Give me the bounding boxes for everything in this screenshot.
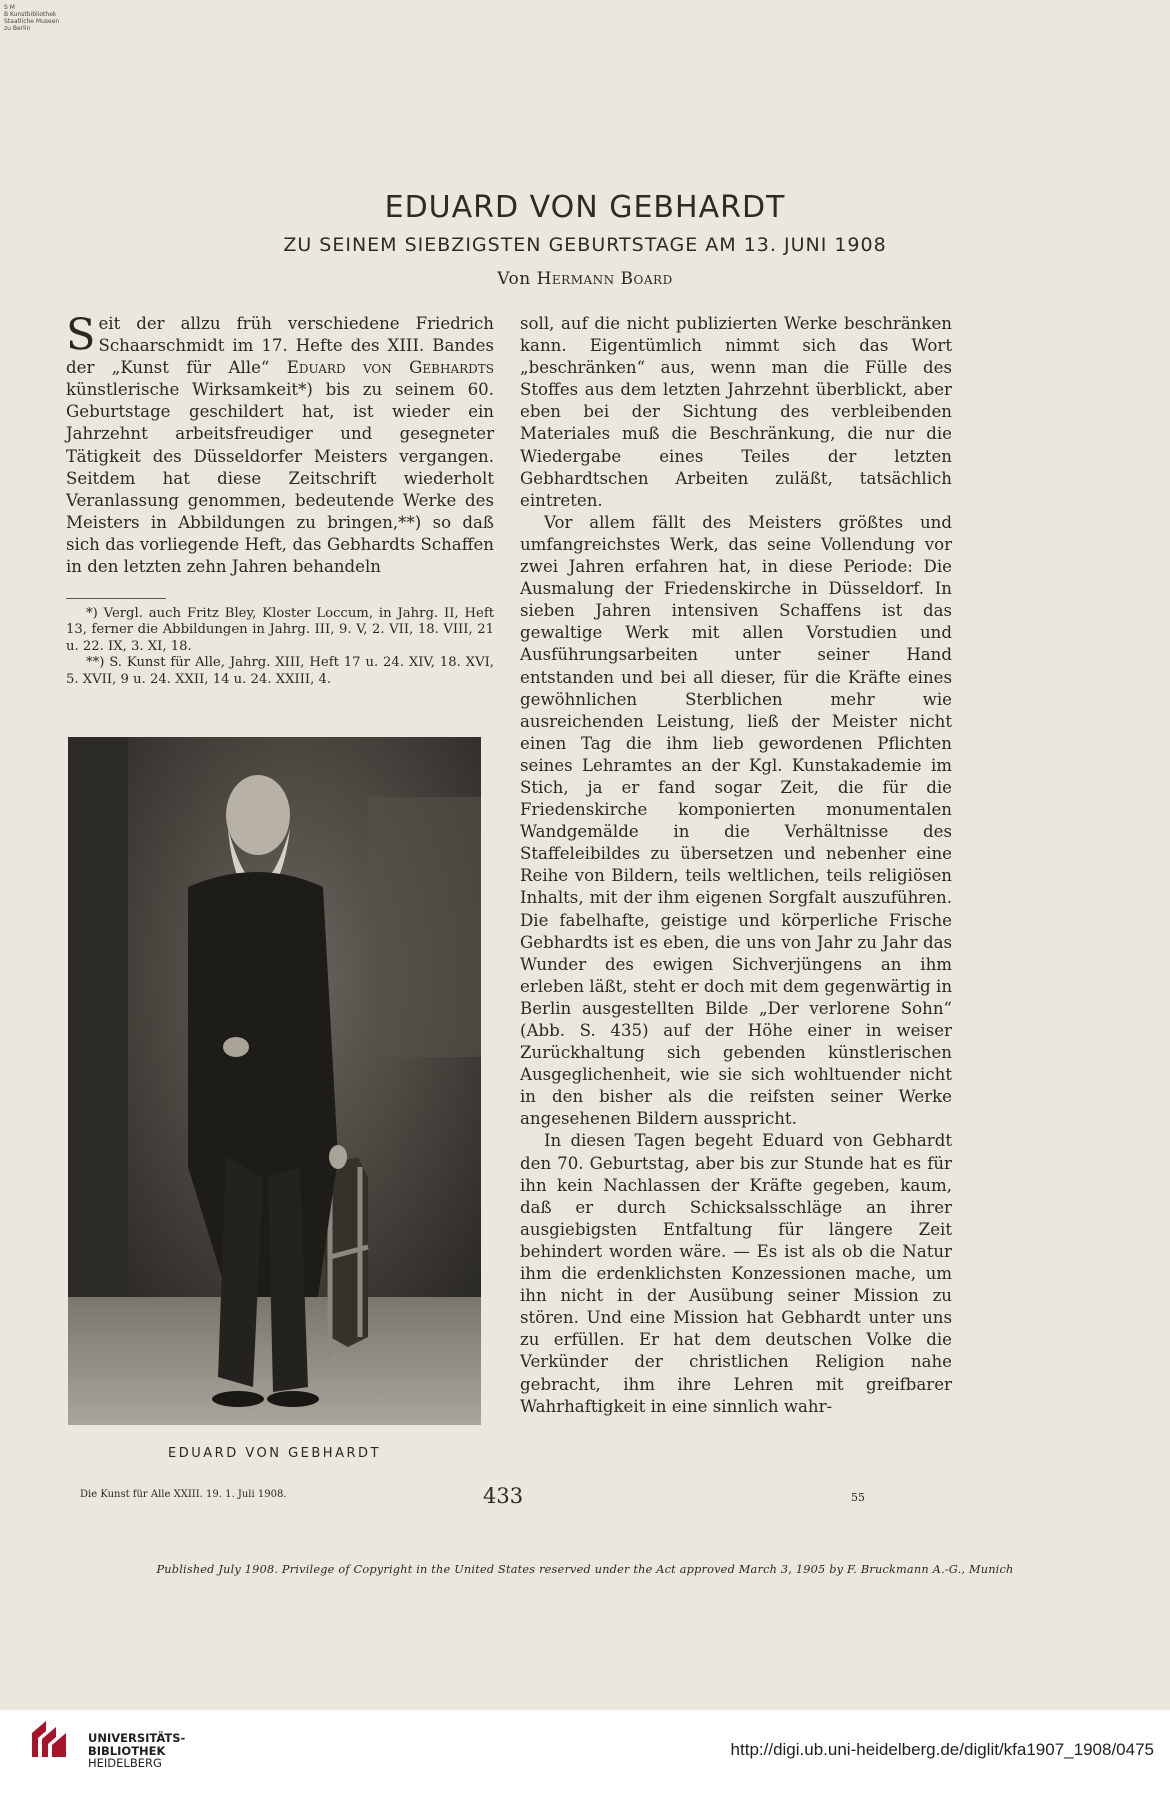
library-name <box>88 1732 185 1770</box>
stamp-line: S M <box>4 4 15 11</box>
university-library-logo-icon <box>26 1717 72 1763</box>
left-text-name: Eduard von Gebhardts <box>286 358 494 378</box>
stamp-line: zu Berlin <box>4 25 31 32</box>
right-paragraph-3: In diesen Tagen begeht Eduard von Gebhardt den 70. Geburtstag, aber bis zur Stunde hat es für ihn kein Nachlassen der Kräfte gegeben, kaum, daß er durch Schicksalsschläge an ihrer ausgiebigsten Entfaltung für längere Zeit behindert worden wäre. — Es ist als ob die Natur ihm die erdenklichsten Konzessionen mache, um ihn nicht in der Ausübung seiner Mission zu stören. Und eine Mission hat Gebhardt unter uns zu erfüllen. Er hat dem deutschen Volke die Verkünder der christlichen Religion nahe gebracht, ihm ihre Lehren mit greifbarer Wahrhaftigkeit in eine sinnlich wahr- <box>520 1131 952 1416</box>
left-text-b: künstlerische Wirksamkeit*) bis zu seinem 60. Geburtstage geschildert hat, ist wieder ein Jahrzehnt arbeitsfreudiger und gesegneter Tätigkeit des Düsseldorfer Meisters vergangen. Seitdem hat diese Zeitschrift wiederholt Veranlassung genommen, bedeutende Werke des Meisters in Abbildungen zu bringen,**) so daß sich das vorliegende Heft, das Gebhardts Schaffen in den letzten zehn Jahren behandeln <box>66 380 494 577</box>
article-author <box>0 269 1170 289</box>
article-title: EDUARD VON GEBHARDT <box>384 190 786 225</box>
right-paragraph-2: Vor allem fällt des Meisters größtes und umfangreichstes Werk, das seine Vollendung vor zwei Jahren erfahren hat, in diese Periode: Die Ausmalung der Friedenskirche in Düsseldorf. In sieben Jahren intensiven Schaffens ist das gewaltige Werk mit allen Vorstudien und Ausführungsarbeiten unter seiner Hand entstanden und bei all dieser, für die Kräfte eines gewöhnlichen Sterblichen mehr wie ausreichenden Leistung, ließ der Meister nicht einen Tag die ihm lieb gewordenen Pflichten seines Lehramtes an der Kgl. Kunstakademie im Stich, ja er fand sogar Zeit, die für die Friedenskirche komponierten monumentalen Wandgemälde in die Verhältnisse des Staffeleibildes zu übersetzen und nebenher eine Reihe von Bildern, teils weltlichen, teils religiösen Inhalts, mit der ihm eigenen Sorgfalt auszuführen. Die fabelhafte, geistige und körperliche Frische Gebhardts ist es eben, die uns von Jahr zu Jahr das Wunder des ewigen Sichverjüngens an ihm erleben läßt, steht er doch mit dem gegenwärtig in Berlin ausgestellten Bilde „Der verlorene Sohn“ (Abb. S. 435) auf der Höhe einer in weiser Zurückhaltung sich gebenden künstlerischen Ausgeglichenheit, wie sie sich wohltuender nicht in den bisher als die reifsten seiner Werke angesehenen Bildern ausspricht. <box>520 512 952 1129</box>
footnotes <box>66 606 494 688</box>
right-paragraph-1: soll, auf die nicht publizierten Werke beschränken kann. Eigentümlich nimmt sich das Wort „beschränken“ aus, wenn man die Fülle des Stoffes aus dem letzten Jahrzehnt überblickt, aber eben bei der Sichtung des verbleibenden Materiales muß die Beschränkung, die nur die Wiedergabe eines Teiles der letzten Gebhardtschen Arbeiten zuläßt, tatsächlich eintreten. <box>520 314 952 510</box>
page-number: 433 <box>483 1484 524 1508</box>
footnote-rule <box>66 598 166 599</box>
footnote-1: *) Vergl. auch Fritz Bley, Kloster Loccum, in Jahrg. II, Heft 13, ferner die Abbildungen in Jahrg. III, 9. V, 2. VII, 18. VIII, 21 u. 22. IX, 3. XI, 18. <box>66 606 494 654</box>
stamp-line: B Kunstbibliothek <box>4 11 57 18</box>
library-name-line: UNIVERSITÄTS- <box>88 1731 186 1745</box>
stamp-line: Staatliche Museen <box>4 18 60 25</box>
photo-caption: EDUARD VON GEBHARDT <box>168 1446 381 1461</box>
portrait-image <box>68 737 481 1425</box>
footnote-2: **) S. Kunst für Alle, Jahrg. XIII, Heft 17 u. 24. XIV, 18. XVI, 5. XVII, 9 u. 24. XXII, 14 u. 24. XXIII, 4. <box>66 655 494 687</box>
author-prefix: Von <box>497 269 531 289</box>
library-name-line: BIBLIOTHEK <box>88 1743 166 1758</box>
journal-footer: Die Kunst für Alle XXIII. 19. 1. Juli 1908. <box>80 1489 287 1500</box>
drop-cap: S <box>66 310 96 360</box>
author-name: Hermann Board <box>536 269 673 289</box>
portrait-photograph <box>68 737 481 1425</box>
left-text-a: eit der allzu früh verschiedene Friedrich Schaarschmidt im 17. Hefte des XIII. Bandes der „Kunst für Alle“ <box>66 314 494 378</box>
signature-mark: 55 <box>851 1491 865 1504</box>
left-column <box>66 310 494 578</box>
permalink-url[interactable]: http://digi.ub.uni-heidelberg.de/diglit/kfa1907_1908/0475 <box>730 1740 1154 1759</box>
article-subtitle: ZU SEINEM SIEBZIGSTEN GEBURTSTAGE AM 13. JUNI 1908 <box>283 234 887 256</box>
left-paragraph <box>66 310 494 578</box>
right-column <box>520 313 952 1418</box>
library-name-line: HEIDELBERG <box>88 1756 162 1770</box>
copyright-notice: Published July 1908. Privilege of Copyright in the United States reserved under the Act approved March 3, 1905 by F. Bruckmann A.-G., Munich <box>156 1563 1014 1576</box>
library-stamp <box>4 4 59 32</box>
